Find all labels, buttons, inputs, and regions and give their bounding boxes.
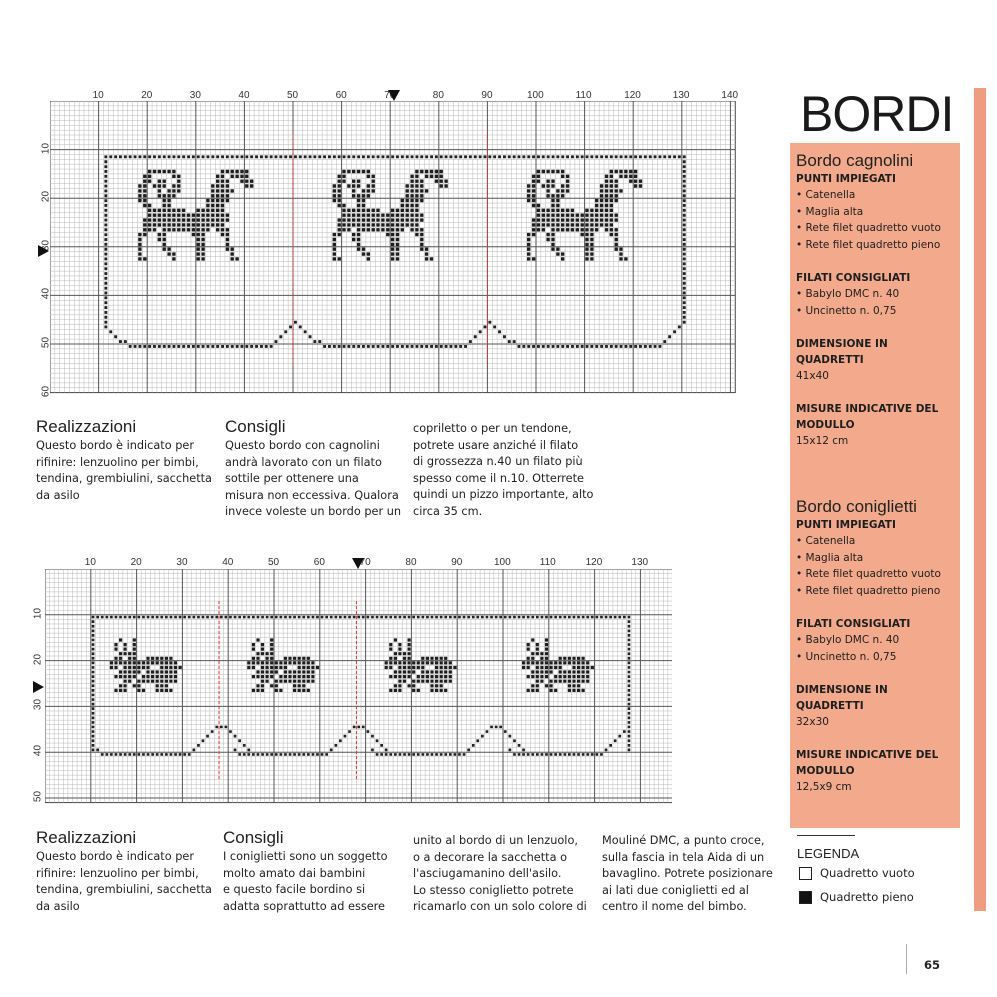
panel2-dimensione-label: DIMENSIONE IN QUADRETTI: [796, 684, 888, 712]
chart1-top-marker: [388, 90, 400, 101]
consigli-title-2: Consigli: [223, 828, 284, 847]
x-tick-label: 40: [238, 90, 250, 101]
x-tick-label: 20: [130, 557, 142, 568]
y-tick-label: 30: [40, 239, 52, 251]
panel1-punti-item: • Maglia alta: [796, 205, 864, 218]
x-tick-label: 10: [84, 557, 96, 568]
x-tick-label: 90: [451, 557, 463, 568]
y-tick-label: 60: [40, 385, 52, 397]
y-tick-label: 20: [32, 653, 44, 665]
consigli-text-1a: Questo bordo con cagnolini andrà lavorato con un filato sottile per ottenere una misura non eccessiva. Qualora invece voleste un bordo per un: [225, 439, 402, 518]
x-tick-label: 80: [405, 557, 417, 568]
x-tick-label: 80: [432, 90, 444, 101]
empty-square-icon: [799, 867, 812, 880]
y-tick-label: 10: [40, 142, 52, 154]
consigli-title-1: Consigli: [225, 417, 286, 436]
chart1-side-marker: [38, 245, 49, 257]
legend-rule: [797, 835, 855, 836]
panel2-filati-label: FILATI CONSIGLIATI: [796, 618, 911, 630]
x-tick-label: 140: [721, 90, 739, 101]
x-tick-label: 130: [631, 557, 649, 568]
panel1-misure: 15x12 cm: [796, 435, 849, 447]
panel2-filati-item: • Babylo DMC n. 40: [796, 634, 900, 646]
panel2-filati-item: • Uncinetto n. 0,75: [796, 650, 897, 663]
panel2-punti-item: • Maglia alta: [796, 551, 864, 564]
x-tick-label: 30: [176, 557, 188, 568]
panel2-title: Bordo coniglietti: [796, 497, 917, 516]
y-tick-label: 40: [40, 288, 52, 300]
rabbit-border-chart: [45, 569, 672, 809]
chart2-top-marker: [352, 558, 364, 569]
x-tick-label: 20: [141, 90, 153, 101]
consigli-text-2a: I coniglietti sono un soggetto molto amato dai bambini e questo facile bordino si adatta soprattutto ad essere: [223, 850, 388, 913]
x-tick-label: 40: [222, 557, 234, 568]
x-tick-label: 50: [287, 90, 299, 101]
panel1-misure-label: MISURE INDICATIVE DEL MODULLO: [796, 403, 939, 431]
panel1-filati-item: • Babylo DMC n. 40: [796, 288, 900, 300]
page-title: BORDI: [800, 86, 954, 142]
x-tick-label: 120: [585, 557, 603, 568]
x-tick-label: 110: [575, 90, 592, 101]
full-square-icon: [799, 891, 812, 904]
y-tick-label: 20: [40, 191, 52, 203]
x-tick-label: 10: [92, 90, 104, 101]
panel1-title: Bordo cagnolini: [796, 151, 914, 170]
x-tick-label: 30: [189, 90, 201, 101]
panel1-punti-label: PUNTI IMPIEGATI: [796, 173, 896, 185]
panel2-block: [796, 497, 958, 795]
panel1-filati-label: FILATI CONSIGLIATI: [796, 272, 911, 284]
page-number: 65: [924, 958, 941, 972]
chart2-side-marker: [33, 681, 44, 693]
realizzazioni-title-2: Realizzazioni: [36, 828, 137, 847]
legend-full-row: [799, 890, 914, 904]
consigli-text-2c: Mouliné DMC, a punto croce, sulla fascia in tela Aida di un bavaglino. Potrete posizionare ai lati due coniglietti ed al centro il nome del bimbo.: [602, 834, 773, 913]
realizzazioni-text-2: Questo bordo è indicato per rifinire: lenzuolino per bimbi, tendina, grembiulini, sacchetta da asilo: [36, 850, 212, 913]
panel1-block: [796, 151, 958, 449]
panel1-filati-item: • Uncinetto n. 0,75: [796, 304, 897, 317]
legend-empty-label: Quadretto vuoto: [820, 866, 915, 880]
y-tick-label: 30: [32, 699, 44, 711]
x-tick-label: 100: [527, 90, 544, 101]
x-tick-label: 60: [335, 90, 347, 101]
x-tick-label: 130: [672, 90, 690, 101]
page-number-rule: [906, 944, 907, 974]
panel2-punti-item: • Rete filet quadretto vuoto: [796, 568, 941, 580]
legend-title: LEGENDA: [797, 846, 860, 861]
panel1-punti-item: • Catenella: [796, 189, 856, 201]
x-tick-label: 120: [624, 90, 641, 101]
panel1-punti-item: • Rete filet quadretto vuoto: [796, 222, 941, 234]
info-panel: [790, 143, 960, 828]
panel1-dimensione-label: DIMENSIONE IN QUADRETTI: [796, 338, 888, 366]
dog-border-chart: [50, 101, 738, 399]
x-tick-label: 90: [481, 90, 493, 101]
accent-bar: [974, 88, 986, 911]
panel2-punti-label: PUNTI IMPIEGATI: [796, 519, 896, 531]
dog-border-grid: [50, 101, 738, 395]
legend-empty-row: [799, 866, 915, 880]
y-tick-label: 10: [32, 607, 44, 619]
x-tick-label: 100: [494, 557, 511, 568]
legend-full-label: Quadretto pieno: [820, 890, 914, 904]
consigli-text-2b: unito al bordo di un lenzuolo, o a decorare la sacchetta o l'asciugamanino dell'asilo. Lo stesso coniglietto potrete ricamarlo con un solo colore di: [413, 834, 587, 913]
y-tick-label: 40: [32, 745, 44, 757]
x-tick-label: 110: [539, 557, 556, 568]
realizzazioni-text-1: Questo bordo è indicato per rifinire: lenzuolino per bimbi, tendina, grembiulini, sacchetta da asilo: [36, 439, 212, 502]
panel1-dimensione: 41x40: [796, 370, 829, 382]
y-tick-label: 50: [32, 790, 44, 803]
consigli-text-1b: copriletto o per un tendone, potrete usare anziché il filato di grossezza n.40 un filato più spesso come il n.10. Otterrete quindi un pizzo importante, alto circa 35 cm.: [413, 422, 594, 518]
realizzazioni-title-1: Realizzazioni: [36, 417, 137, 436]
x-tick-label: 60: [313, 557, 325, 568]
y-tick-label: 50: [40, 336, 52, 349]
panel2-punti-item: • Rete filet quadretto pieno: [796, 584, 941, 597]
rabbit-border-grid: [45, 569, 672, 805]
panel2-dimensione: 32x30: [796, 716, 829, 728]
x-tick-label: 70: [384, 90, 396, 101]
panel2-misure: 12,5x9 cm: [796, 781, 852, 793]
panel2-misure-label: MISURE INDICATIVE DEL MODULLO: [796, 749, 939, 777]
x-tick-label: 50: [268, 557, 280, 568]
x-tick-label: 70: [359, 557, 371, 568]
panel1-punti-item: • Rete filet quadretto pieno: [796, 238, 941, 251]
panel2-punti-item: • Catenella: [796, 535, 856, 547]
